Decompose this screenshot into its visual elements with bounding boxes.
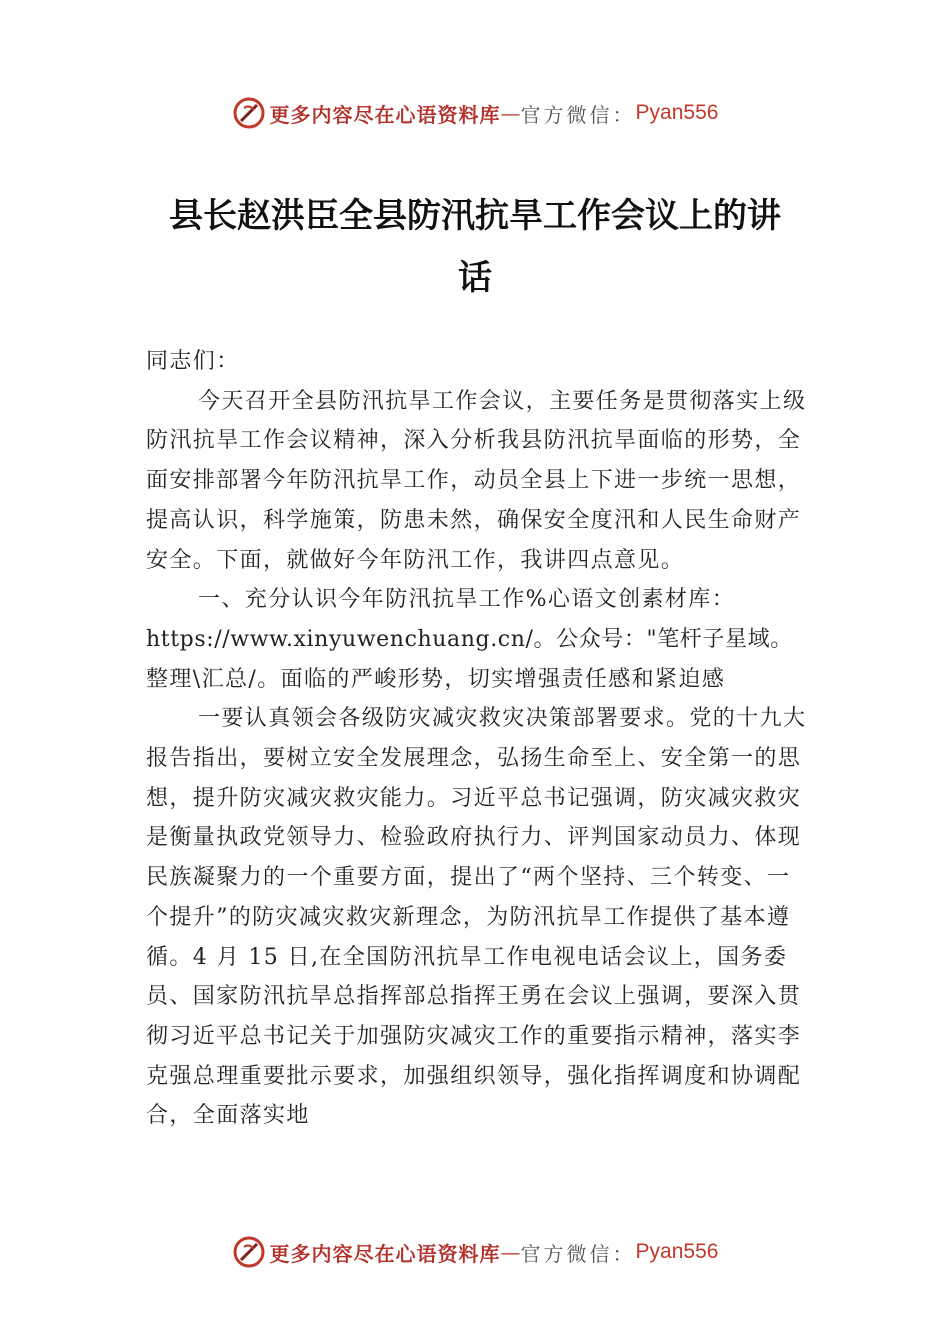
title-line-1: 县长赵洪臣全县防汛抗旱工作会议上的讲 <box>169 196 781 236</box>
paragraph-intro: 今天召开全县防汛抗旱工作会议，主要任务是贯彻落实上级防汛抗旱工作会议精神，深入分析我县防汛抗旱面临的形势，全面安排部署今年防汛抗旱工作，动员全县上下进一步统一思想，提高认识，科学施策，防患未然，确保安全度汛和人民生命财产安全。下面，就做好今年防汛工作，我讲四点意见。 <box>146 388 807 573</box>
section-heading-1-line-2: https://www.xinyuwenchuang.cn/。公众号："笔杆子星域。 <box>146 626 793 652</box>
watermark-main-text: 更多内容尽在心语资料库 <box>269 1241 501 1266</box>
watermark-separator: — <box>500 101 521 125</box>
watermark-official-label: 官方微信： <box>520 1241 636 1266</box>
paragraph-point-1: 一要认真领会各级防灾减灾救灾决策部署要求。党的十九大报告指出，要树立安全发展理念，弘扬生命至上、安全第一的思想，提升防灾减灾救灾能力。习近平总书记强调，防灾减灾救灾是衡量执政党领导力、检验政府执行力、评判国家动员力、体现民族凝聚力的一个重要方面，提出了“两个坚持、三个转变、一个提升”的防灾减灾救灾新理念，为防汛抗旱工作提供了基本遵循。4 月 15 日,在全国防汛抗旱工作电视电话会议上，国务委员、国家防汛抗旱总指挥部总指挥王勇在会议上强调，要深入贯彻习近平总书记关于加强防灾减灾工作的重要指示精神，落实李克强总理重要批示要求，加强组织领导，强化指挥调度和协调配合，全面落实地 <box>146 706 807 1129</box>
title-line-2: 话 <box>458 258 492 298</box>
salutation: 同志们： <box>146 349 240 374</box>
watermark-banner-top <box>0 93 950 133</box>
document-title <box>140 185 810 309</box>
watermark-wechat-id: Pyan556 <box>635 1240 719 1263</box>
watermark-official-label: 官方微信： <box>520 102 636 127</box>
watermark-main-text: 更多内容尽在心语资料库 <box>269 102 501 127</box>
document-body <box>146 342 810 1136</box>
section-heading-1-line-1: 一、充分认识今年防汛抗旱工作%心语文创素材库： <box>198 587 736 613</box>
library-logo-icon <box>232 1235 266 1269</box>
watermark-banner-bottom <box>0 1232 950 1272</box>
library-logo-icon <box>232 96 266 130</box>
section-heading-1-line-3: 整理\汇总/。面临的严峻形势，切实增强责任感和紧迫感 <box>146 666 726 692</box>
watermark-wechat-id: Pyan556 <box>635 101 719 124</box>
watermark-separator: — <box>500 1240 521 1264</box>
